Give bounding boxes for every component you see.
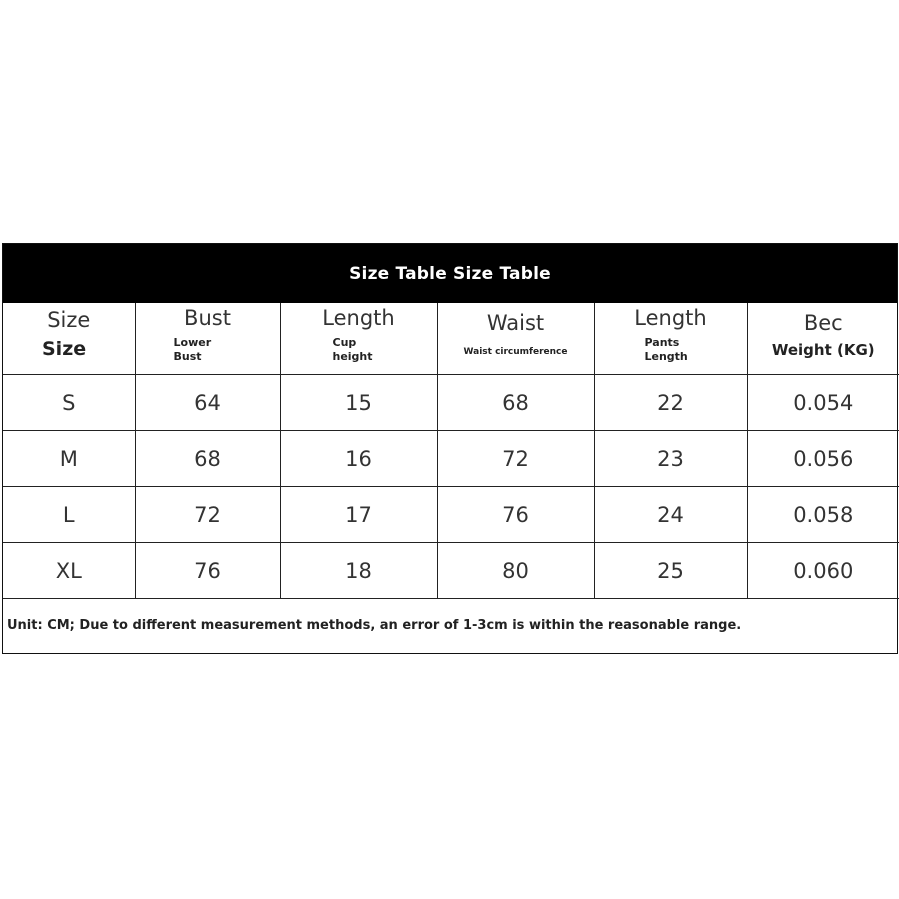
column-header-main: Length [322,306,395,331]
table-row [3,543,899,599]
column-header-bust [135,303,280,375]
table-cell: 0.058 [747,487,899,543]
table-header-row [3,303,899,375]
size-table-title: Size Table Size Table [3,244,897,303]
column-header-main: Waist [486,311,545,336]
table-cell: 22 [594,375,747,431]
table-cell: 23 [594,431,747,487]
size-table [3,303,899,652]
table-cell: 24 [594,487,747,543]
table-cell: 72 [437,431,594,487]
table-cell: 80 [437,543,594,599]
table-cell: 0.056 [747,431,899,487]
table-cell: 76 [135,543,280,599]
table-cell: 76 [437,487,594,543]
column-header-sub: Waist circumference [463,347,568,358]
table-cell: 15 [280,375,437,431]
table-cell: 25 [594,543,747,599]
column-header-sub: Weight (KG) [771,340,875,359]
column-header-sub: Pants Length [644,336,688,363]
column-header-sub: Lower Bust [173,336,212,363]
column-header-main: Length [634,306,707,331]
table-cell: 0.054 [747,375,899,431]
table-cell: 64 [135,375,280,431]
column-header-main: Size [47,308,91,333]
table-cell: M [3,431,135,487]
column-header-length-pants [594,303,747,375]
table-row [3,375,899,431]
column-header-main: Bust [184,306,231,331]
table-cell: 68 [437,375,594,431]
column-header-weight [747,303,899,375]
measurement-note: Unit: CM; Due to different measurement methods, an error of 1-3cm is within the reasonable range. [3,599,899,653]
column-header-waist [437,303,594,375]
table-cell: 72 [135,487,280,543]
table-row [3,431,899,487]
table-cell: 0.060 [747,543,899,599]
table-note-row [3,599,899,653]
table-cell: S [3,375,135,431]
table-cell: 18 [280,543,437,599]
table-row [3,487,899,543]
column-header-sub: Cup height [332,336,373,363]
table-cell: 17 [280,487,437,543]
table-cell: XL [3,543,135,599]
column-header-size [3,303,135,375]
table-cell: 68 [135,431,280,487]
table-cell: L [3,487,135,543]
column-header-length-cup [280,303,437,375]
column-header-main: Bec [803,310,843,335]
table-cell: 16 [280,431,437,487]
size-chart [2,243,898,654]
column-header-sub: Size [42,338,87,361]
